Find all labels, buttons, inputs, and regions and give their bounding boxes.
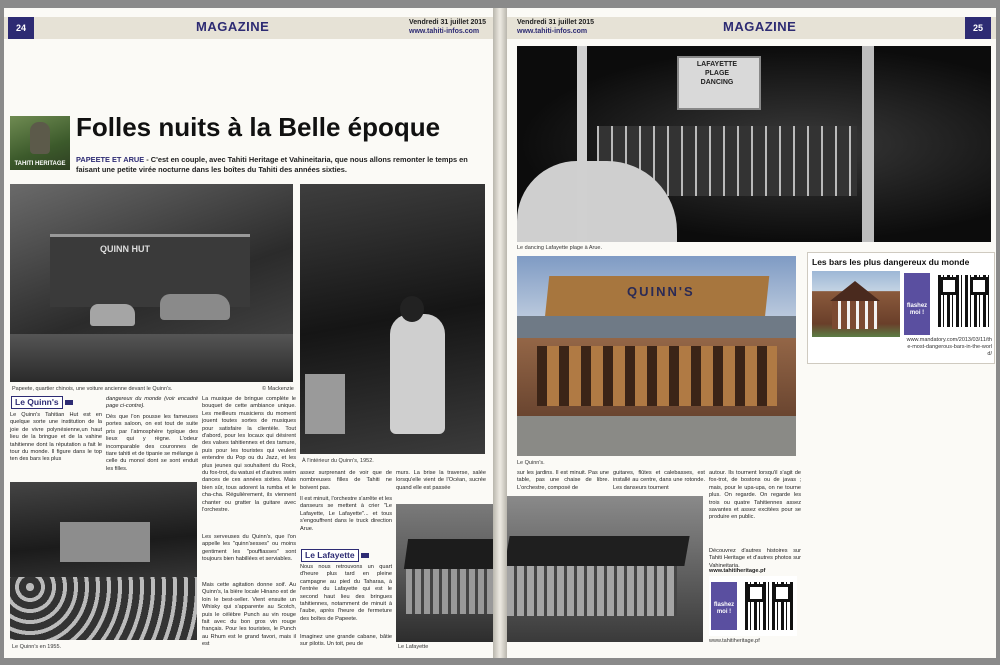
section-heading-quinns: Le Quinn's <box>11 396 63 409</box>
caption-photo5: Le dancing Lafayette plage à Arue. <box>517 245 603 251</box>
photo-lafayette-right <box>507 496 703 642</box>
section-title-left: MAGAZINE <box>196 19 270 34</box>
caption-photo6: Le Quinn's. <box>517 460 545 466</box>
credit-photo1: © Mackenzie <box>262 386 294 392</box>
text-col7c: www.tahitiheritage.pf <box>709 568 766 574</box>
text-col3e: Imaginez une grande cabane, bâtie sur pilotis. Un toit, peu de <box>300 634 392 648</box>
text-col6a: guitares, flûtes et calebasses, est installé au centre, dans une rotonde. Les danseurs tournent <box>613 470 705 491</box>
page-number-left: 24 <box>8 17 34 39</box>
section-title-right: MAGAZINE <box>723 19 797 34</box>
photo-quinns-color <box>517 256 796 456</box>
quinn-hut-sign: QUINN HUT <box>100 244 150 254</box>
sidebar-url[interactable]: www.mandatory.com/2013/03/11/the-most-dangerous-bars-in-the-world/ <box>906 337 992 357</box>
section-heading-lafayette: Le Lafayette <box>301 549 359 562</box>
logo-label: TAHITI HERITAGE <box>14 161 66 167</box>
sidebar-qr-code[interactable] <box>936 273 992 329</box>
quinns-color-sign: QUINN'S <box>627 284 695 299</box>
photo-lafayette-night <box>517 46 991 242</box>
sidebar-photo <box>812 271 900 337</box>
footer-qr-box <box>709 576 797 636</box>
text-col3d: Nous nous retrouvons un quart d'heure plus tard en pleine campagne au pied du Taharaa, à l'entrée du Lafayette qui est le second haut lieu des bringues tahitiennes, notamment de minuit à l'aube, après l'heure de fermeture des boîtes de Papeete. <box>300 564 392 622</box>
text-col7a: autour. Ils tournent lorsqu'il s'agit de fox-trot, de bostons ou de javas ; mais, pour le upa-upa, on ne tourne plus. On regarde. On regarde les trois ou quatre Tahitiennes assez savantes et assez excitées pour se produire en public. <box>709 470 801 521</box>
text-col1a: Le Quinn's Tahitian Hut est en quelque sorte une institution de la joie de vivre polynésienne,un haut lieu de la bringue et de la vahine tahitienne dont la réputation a fait le tour du monde. Il figure dans le top ten des bars les plus <box>10 412 102 463</box>
site-left: www.tahiti-infos.com <box>409 28 480 35</box>
page-gutter <box>493 8 507 658</box>
caption-photo3: Le Quinn's en 1955. <box>12 644 62 650</box>
date-right: Vendredi 31 juillet 2015 <box>517 19 595 26</box>
photo-quinns-interior <box>300 184 485 454</box>
caption-photo2: À l'intérieur du Quinn's, 1952. <box>302 458 374 464</box>
text-col2a: dangereux du monde (voir encadré page ci-contre). <box>106 396 198 410</box>
photo-quinns-street <box>10 184 293 382</box>
plage-sign: PLAGE <box>704 70 730 77</box>
article-lead-text: - C'est en couple, avec Tahiti Heritage et Vahineitaria, que nous allons remonter le temps en faisant une petite virée nocturne dans les boîtes du Tahiti des années sixties. <box>76 155 468 174</box>
date-left: Vendredi 31 juillet 2015 <box>409 19 487 26</box>
text-col7b: Découvrez d'autres histoires sur Tahiti Heritage et d'autres photos sur Vahineitaria. <box>709 548 801 569</box>
header-date-left <box>409 18 486 36</box>
text-col5a: sur les jardins. Il est minuit. Pas une table, pas une chaise de libre. L'orchestre, composé de <box>517 470 609 491</box>
article-title: Folles nuits à la Belle époque <box>76 112 441 142</box>
tahiti-heritage-logo <box>10 116 70 170</box>
sidebar-box <box>807 252 995 364</box>
text-col2b: Dès que l'on pousse les fameuses portes saloon, on est tout de suite pris par l'atmosphère typique des lieux qui y règne. L'odeur incomparable des couronnes de tiare tahiti et de tipanie se mélange à celle du monoï dont se sont enduit les filles. <box>106 414 198 472</box>
left-page <box>4 8 493 658</box>
site-right: www.tahiti-infos.com <box>517 28 588 35</box>
right-page <box>507 8 996 658</box>
text-col4a: murs. La brise la traverse, salée lorsqu'elle vient de l'Océan, sucrée quand elle est passée <box>396 470 486 491</box>
footer-qr-code[interactable] <box>743 580 795 632</box>
footer-url[interactable]: www.tahitiheritage.pf <box>709 638 760 644</box>
article-kicker: PAPEETE ET ARUE <box>76 155 145 164</box>
header-date-right <box>517 18 594 36</box>
sidebar-title: Les bars les plus dangereux du monde <box>812 257 970 267</box>
text-col2d: Mais cette agitation donne soif. Au Quinn's, la bière locale Hinano est de loin le best-seller. Vient ensuite un Whisky qui s'apparente au Scotch, puis le célèbre Punch au vin rouge fait avec du bon gros vin rouge français. Pour les touristes, le Punch au Rhum est le grand favori, mais il est <box>202 582 296 648</box>
caption-photo1: Papeete, quartier chinois, une voiture ancienne devant le Quinn's. <box>12 386 173 392</box>
sidebar-flash-label: flashez moi ! <box>904 273 930 335</box>
photo-lafayette-left <box>396 504 493 642</box>
text-col3c: Il est minuit, l'orchestre s'arrête et les danseurs se mettent à crier "Le Lafayette, Le Lafayette"... et tous s'engouffrent dans le truck direction Arue. <box>300 496 392 532</box>
article-lead <box>76 155 486 175</box>
lafayette-sign: LAFAYETTE <box>696 61 738 68</box>
text-col3b: assez surprenant de voir que de nombreuses filles de Tahiti ne boivent pas. <box>300 470 392 491</box>
text-col3a: La musique de bringue complète le bouquet de cette ambiance unique. Les meilleurs musiciens du moment jouent toutes sortes de musiques pour satisfaire la clientèle. Tout d'abord, pour les locaux qui désirent des valses tahitiennes et des tamure, puis pour les touristes qui veulent entendre du Pop ou du Jazz, et les plus jeunes qui souhaitent du Rock, du fox-trot, du watusi et d'autres swim dances de ces années sixties. Mais bien sûr, tous adorent la rumba et le cha-cha. Régulièrement, ils viennent chanter ou gratter la guitare avec l'orchestre. <box>202 396 296 514</box>
footer-flash-label: flashez moi ! <box>711 582 737 630</box>
caption-photo4: Le Lafayette <box>398 644 429 650</box>
page-number-right: 25 <box>965 17 991 39</box>
photo-quinns-1955 <box>10 482 197 640</box>
text-col2c: Les serveuses du Quinn's, que l'on appelle les "quinn'sesses" ou moins gentiment les "pouffiasses" sont toujours bien habillées et serviables. <box>202 534 296 563</box>
dancing-sign: DANCING <box>700 79 734 86</box>
